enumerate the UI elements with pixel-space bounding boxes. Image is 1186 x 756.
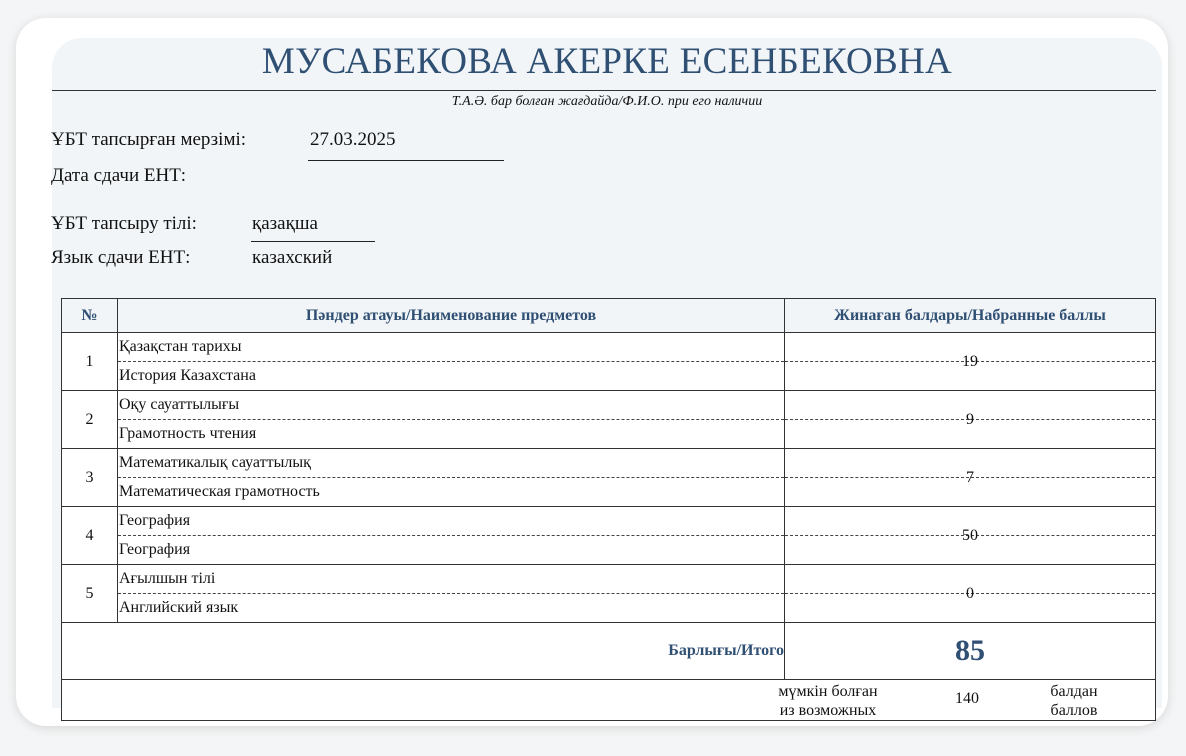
subject-name-ru: Математическая грамотность [119,483,320,500]
scores-table [61,298,1156,721]
certificate-document [51,38,1162,719]
max-score-row [62,680,1156,721]
score-cell [785,333,1156,391]
row-number: 3 [62,449,118,507]
total-label: Барлығы/Итого [62,623,785,680]
table-row [62,507,1156,565]
name-caption: Т.А.Ә. бар болған жағдайда/Ф.И.О. при его наличии [451,94,763,109]
row-number: 4 [62,507,118,565]
max-score-unit [1034,682,1114,720]
subject-name-kz: Математикалық сауаттылық [118,449,784,478]
score-value: 7 [966,468,974,486]
max-score-unit-ru: баллов [1050,702,1098,719]
document-card [16,18,1168,726]
full-name-title: МУСАБЕКОВА АКЕРКЕ ЕСЕНБЕКОВНА [261,41,953,82]
table-row [62,565,1156,623]
exam-language-value-kz: қазақша [252,213,318,234]
row-number: 1 [62,333,118,391]
table-header-row [62,299,1156,333]
row-number: 5 [62,565,118,623]
exam-date-label-ru: Дата сдачи ЕНТ: [51,165,187,186]
subject-name-ru: История Казахстана [119,367,256,384]
max-score-label [768,682,888,720]
table-row [62,449,1156,507]
subject-name-ru: Грамотность чтения [119,425,257,442]
score-cell [785,565,1156,623]
total-row [62,623,1156,680]
score-value: 19 [962,352,978,370]
exam-language-value-ru: казахский [252,247,333,268]
exam-date-underline [308,160,504,161]
max-score-value: 140 [955,690,979,707]
score-value: 9 [966,410,974,428]
row-number: 2 [62,391,118,449]
exam-date-label-kz: ҰБТ тапсырған мерзімі: [51,129,247,150]
subject-name-ru: География [119,541,191,558]
subject-cell [118,333,785,391]
exam-language-underline [251,241,375,242]
subject-cell [118,507,785,565]
score-cell [785,507,1156,565]
subject-name-ru: Английский язык [119,599,239,616]
score-value: 0 [966,584,974,602]
subject-cell [118,449,785,507]
exam-language-label-ru: Язык сдачи ЕНТ: [51,247,191,268]
max-score-label-ru: из возможных [779,702,877,719]
score-cell [785,449,1156,507]
table-row [62,391,1156,449]
subject-name-kz: Ағылшын тілі [118,565,784,594]
total-value: 85 [785,623,1156,680]
table-row [62,333,1156,391]
header-number: № [62,299,118,333]
header-score: Жинаған балдары/Набранные баллы [785,299,1156,333]
subject-name-kz: География [118,507,784,536]
score-value: 50 [962,526,978,544]
max-score-cell [62,680,1156,721]
score-cell [785,391,1156,449]
max-score-label-kz: мүмкін болған [778,683,878,700]
exam-date-value: 27.03.2025 [310,129,396,150]
subject-cell [118,565,785,623]
subject-name-kz: Оқу сауаттылығы [118,391,784,420]
max-score-unit-kz: балдан [1050,683,1098,700]
subject-cell [118,391,785,449]
title-divider [52,90,1156,91]
header-subject: Пәндер атауы/Наименование предметов [118,299,785,333]
subject-name-kz: Қазақстан тарихы [118,333,784,362]
exam-language-label-kz: ҰБТ тапсыру тілі: [51,213,197,234]
